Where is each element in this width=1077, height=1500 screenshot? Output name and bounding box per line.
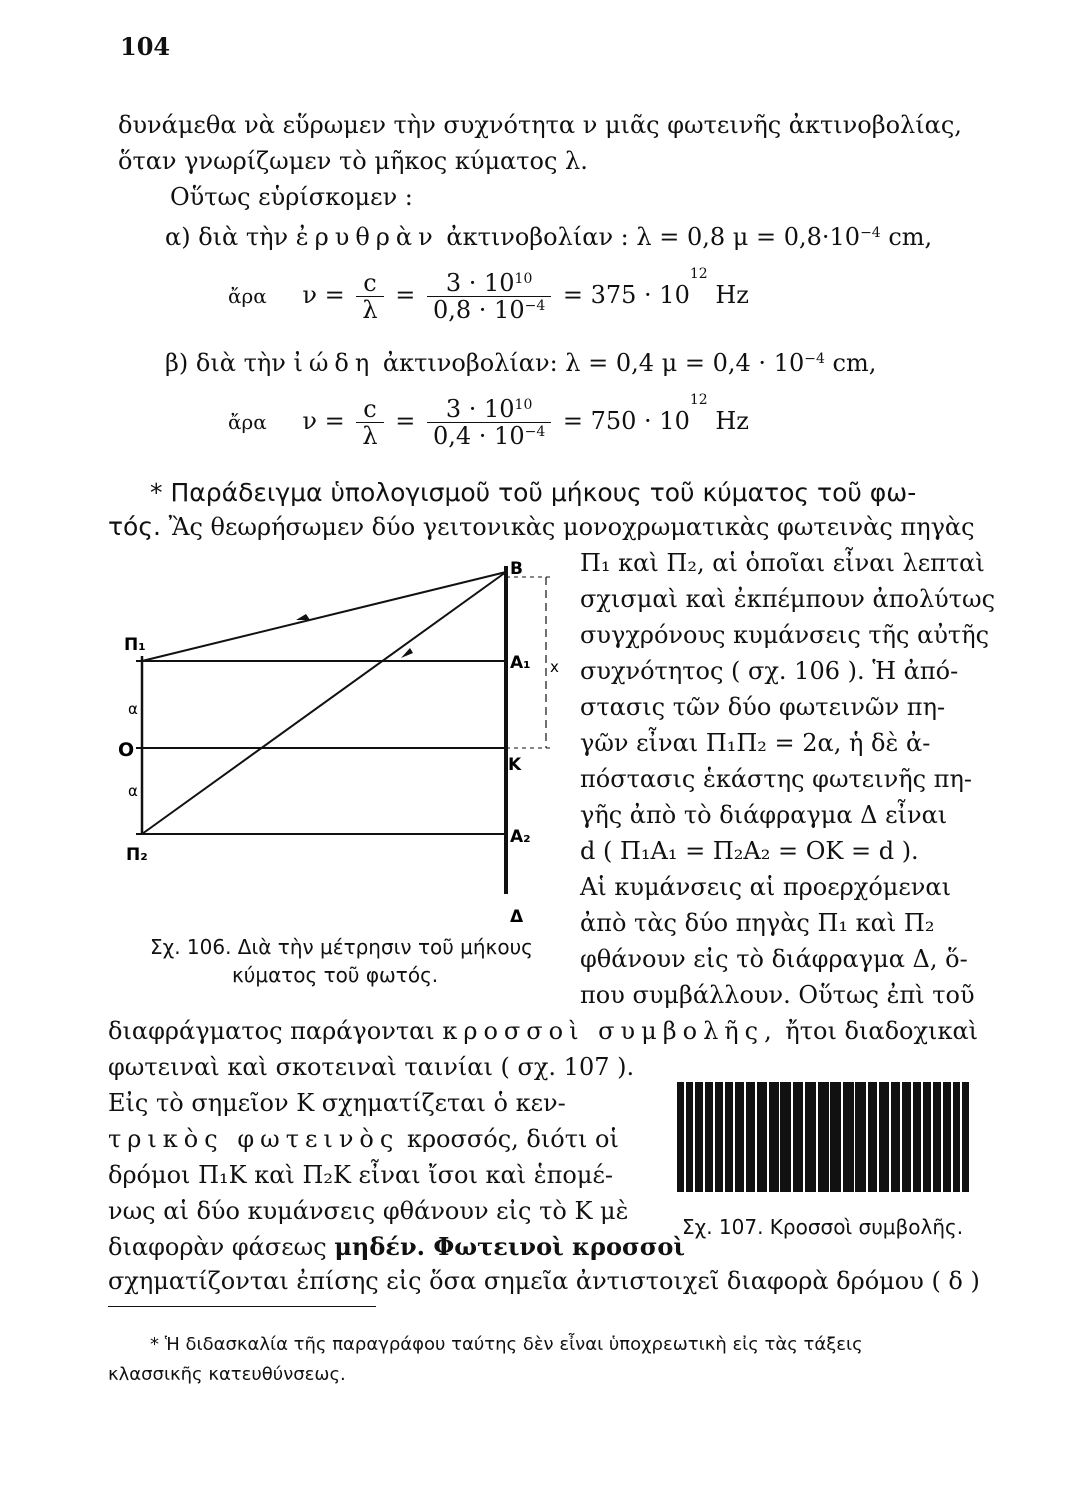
fringe-bar — [879, 1082, 888, 1192]
fringe-bar — [830, 1082, 841, 1192]
left-col-line-1: Εἰς τὸ σημεῖον Κ σχηματίζεται ὁ κεν- — [108, 1089, 566, 1117]
example-heading-2-start: τός. — [108, 512, 161, 541]
fringe-bar — [757, 1082, 766, 1192]
fringe-bar — [686, 1082, 693, 1192]
formula-1-num-exp: 10 — [514, 271, 533, 287]
fringe-bar — [913, 1082, 922, 1192]
case-b-unit: cm, — [832, 349, 877, 377]
fringe-bar — [943, 1082, 951, 1192]
label-alpha-top: α — [128, 700, 138, 718]
case-b-exp: −4 — [804, 351, 825, 367]
formula-1 — [228, 266, 749, 324]
right-col-line-11: ἀπὸ τὰς δύο πηγὰς Π₁ καὶ Π₂ — [580, 909, 935, 937]
formula-1-lambda: λ — [362, 296, 378, 324]
fringe-bar — [769, 1082, 779, 1192]
formula-1-den: 0,8 · 10 — [433, 296, 525, 324]
last-line: σχηματίζονται ἐπίσης εἰς ὅσα σημεῖα ἀντιστοιχεῖ διαφορὰ δρόμου ( δ ) — [108, 1267, 980, 1295]
full-line-1-post: ἤτοι διαδοχικαὶ — [785, 1017, 979, 1045]
label-a1: A₁ — [510, 653, 531, 673]
formula-2-den: 0,4 · 10 — [433, 422, 525, 450]
fringe-bar — [933, 1082, 941, 1192]
right-col-line-10: Αἱ κυμάνσεις αἱ προερχόμεναι — [580, 873, 952, 901]
case-a-line — [165, 222, 932, 252]
fringe-bar — [818, 1082, 829, 1192]
fringe-bar — [725, 1082, 734, 1192]
fringe-bar — [805, 1082, 816, 1192]
text-line-3: Οὕτως εὑρίσκομεν : — [170, 183, 413, 211]
full-line-1-pre: διαφράγματος παράγονται — [108, 1017, 435, 1045]
formula-1-unit: Hz — [715, 281, 749, 309]
case-b-prefix: β) διὰ τὴν — [165, 349, 286, 377]
right-col-line-6: γῶν εἶναι Π₁Π₂ = 2α, ἡ δὲ ἀ- — [580, 729, 931, 757]
fringe-bar — [735, 1082, 744, 1192]
text-line-1: δυνάμεθα νὰ εὕρωμεν τὴν συχνότητα ν μιᾶς φωτεινῆς ἀκτινοβολίας, — [118, 111, 962, 139]
case-a-rest: ἀκτινοβολίαν : λ = 0,8 μ = 0,8·10 — [446, 223, 861, 251]
footnote-divider — [108, 1306, 376, 1307]
case-a-exp: −4 — [860, 225, 881, 241]
case-b-line — [165, 348, 876, 378]
right-col-line-2: σχισμαὶ καὶ ἐκπέμπουν ἀπολύτως — [580, 585, 996, 613]
formula-2-nu: ν = — [302, 407, 345, 435]
figure-107-caption: Σχ. 107. Κροσσοὶ συμβολῆς. — [682, 1215, 964, 1239]
formula-2-result: = 750 · 10 — [562, 407, 690, 435]
left-col-line-5 — [108, 1232, 685, 1262]
arrow-p1-b — [296, 614, 310, 620]
label-k: K — [508, 755, 522, 775]
formula-1-result-exp: 12 — [689, 266, 708, 282]
fringe-bar — [962, 1082, 969, 1192]
right-col-line-7: πόστασις ἑκάστης φωτεινῆς πη- — [580, 765, 972, 793]
right-col-line-13: που συμβάλλουν. Οὕτως ἐπὶ τοῦ — [580, 981, 975, 1009]
left-col-line-2-spaced: τρικὸς φωτεινὸς — [108, 1125, 400, 1153]
formula-1-ara: ἄρα — [228, 284, 267, 308]
formula-2-unit: Hz — [715, 407, 749, 435]
formula-2-num-exp: 10 — [514, 397, 533, 413]
label-p2: Π₂ — [126, 845, 148, 865]
right-col-line-8: γῆς ἀπὸ τὸ διάφραγμα Δ εἶναι — [580, 801, 948, 829]
footnote-line-2: κλασσικῆς κατευθύνσεως. — [108, 1364, 346, 1385]
formula-2-frac — [427, 396, 551, 449]
formula-2-c: c — [356, 396, 383, 423]
fringe-bar — [902, 1082, 911, 1192]
right-col-line-1: Π₁ καὶ Π₂, αἱ ὁποῖαι εἶναι λεπταὶ — [580, 549, 985, 577]
right-col-line-12: φθάνουν εἰς τὸ διάφραγμα Δ, ὅ- — [580, 945, 968, 973]
fringe-bar — [923, 1082, 931, 1192]
ray-p2-b — [142, 572, 506, 834]
label-p1: Π₁ — [124, 635, 146, 655]
page-number: 104 — [120, 32, 171, 61]
case-a-prefix: α) διὰ τὴν — [165, 223, 289, 251]
formula-1-frac-c-lambda — [356, 270, 383, 323]
left-col-line-3: δρόμοι Π₁Κ καὶ Π₂Κ εἶναι ἴσοι καὶ ἑπομέ- — [108, 1161, 614, 1189]
fringe-bar — [780, 1082, 790, 1192]
fringe-bar — [843, 1082, 853, 1192]
formula-1-den-exp: −4 — [524, 298, 546, 314]
fringe-bar — [705, 1082, 713, 1192]
ray-p1-b — [142, 572, 506, 661]
formula-2-ara: ἄρα — [228, 410, 267, 434]
left-col-line-4: νως αἱ δύο κυμάνσεις φθάνουν εἰς τὸ Κ μὲ — [108, 1197, 629, 1225]
figure-106-caption-1: Σχ. 106. Διὰ τὴν μέτρησιν τοῦ μήκους — [150, 935, 533, 959]
full-line-1 — [108, 1016, 978, 1046]
right-col-line-3: συγχρόνους κυμάνσεις τῆς αὐτῆς — [580, 621, 990, 649]
formula-1-num: 3 · 10 — [445, 269, 515, 297]
fringe-bar — [855, 1082, 865, 1192]
formula-2-result-exp: 12 — [689, 392, 708, 408]
case-b-rest: ἀκτινοβολίαν: λ = 0,4 μ = 0,4 · 10 — [382, 349, 805, 377]
example-heading-2-rest: Ἂς θεωρήσωμεν δύο γειτονικὰς μονοχρωματικὰς φωτεινὰς πηγὰς — [168, 513, 975, 541]
formula-1-frac — [427, 270, 551, 323]
left-col-line-2 — [108, 1124, 619, 1154]
case-b-word: ἰώδη — [293, 349, 376, 377]
figure-106-caption-2: κύματος τοῦ φωτός. — [232, 963, 439, 987]
left-col-line-5-bold: μηδέν. Φωτεινοὶ κροσσοὶ — [334, 1232, 686, 1261]
full-line-1-spaced: κροσσοὶ συμβολῆς, — [442, 1017, 778, 1045]
case-a-word: ἐρυθρὰν — [295, 223, 439, 251]
example-heading-2 — [108, 512, 975, 542]
example-heading-1: * Παράδειγμα ὑπολογισμοῦ τοῦ μήκους τοῦ κύματος τοῦ φω- — [150, 478, 917, 507]
right-col-line-5: στασις τῶν δύο φωτεινῶν πη- — [580, 693, 946, 721]
case-a-unit: cm, — [888, 223, 933, 251]
formula-1-c: c — [356, 270, 383, 297]
right-col-line-9: d ( Π₁Α₁ = Π₂Α₂ = ΟΚ = d ). — [580, 837, 919, 865]
footnote-line-1: * Ἡ διδασκαλία τῆς παραγράφου ταύτης δὲν εἶναι ὑποχρεωτικὴ εἰς τὰς τάξεις — [150, 1334, 863, 1355]
fringe-bar — [868, 1082, 878, 1192]
fringe-bar — [891, 1082, 900, 1192]
formula-1-result: = 375 · 10 — [562, 281, 690, 309]
fringe-bar — [793, 1082, 803, 1192]
figure-106 — [110, 552, 580, 932]
fringe-bar — [953, 1082, 960, 1192]
label-a2: A₂ — [510, 827, 531, 847]
left-col-line-5-pre: διαφορὰν φάσεως — [108, 1233, 327, 1261]
formula-1-nu: ν = — [302, 281, 345, 309]
fringe-bar — [746, 1082, 755, 1192]
formula-2-lambda: λ — [362, 422, 378, 450]
arrow-p2-b — [401, 648, 413, 658]
label-delta: Δ — [510, 907, 524, 927]
formula-2 — [228, 392, 749, 450]
fringe-bar — [715, 1082, 723, 1192]
full-line-2: φωτειναὶ καὶ σκοτειναὶ ταινίαι ( σχ. 107 ). — [108, 1053, 635, 1081]
formula-2-eq: = — [395, 407, 416, 435]
text-line-2: ὅταν γνωρίζωμεν τὸ μῆκος κύματος λ. — [118, 147, 588, 175]
right-col-line-4: συχνότητος ( σχ. 106 ). Ἡ ἀπό- — [580, 657, 959, 685]
formula-2-den-exp: −4 — [524, 424, 546, 440]
formula-2-num: 3 · 10 — [445, 395, 515, 423]
label-b: B — [510, 559, 523, 579]
fringe-bar — [677, 1082, 684, 1192]
formula-1-eq: = — [395, 281, 416, 309]
left-col-line-2-rest: κροσσός, διότι οἱ — [406, 1125, 619, 1153]
fringe-bar — [695, 1082, 703, 1192]
label-o: O — [118, 739, 135, 761]
figure-107 — [677, 1082, 969, 1192]
formula-2-frac-c-lambda — [356, 396, 383, 449]
label-x: x — [550, 658, 559, 676]
label-alpha-bottom: α — [128, 782, 138, 800]
